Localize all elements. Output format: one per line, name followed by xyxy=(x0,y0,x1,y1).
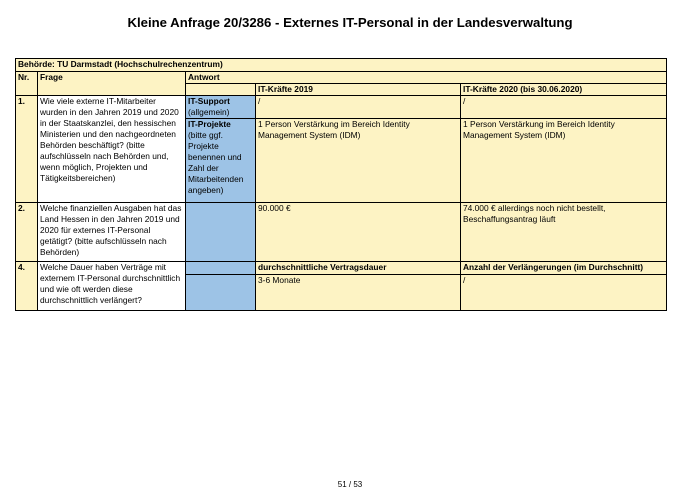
q1-projekte-sub: (bitte ggf. Projekte benennen und Zahl der Mitarbeitenden angeben) xyxy=(188,130,244,195)
behoerde-label: Behörde: TU Darmstadt (Hochschulrechenzentrum) xyxy=(16,59,667,72)
q2-2019: 90.000 € xyxy=(256,203,461,262)
q1-projekte-label xyxy=(186,119,256,203)
subheader-blank xyxy=(186,84,256,96)
header-2020: IT-Kräfte 2020 (bis 30.06.2020) xyxy=(461,84,667,96)
q2-blank xyxy=(186,203,256,262)
q1-projekte-2020: 1 Person Verstärkung im Bereich Identity Management System (IDM) xyxy=(461,119,667,203)
q1-support-row xyxy=(16,96,667,119)
header-2019: IT-Kräfte 2019 xyxy=(256,84,461,96)
q4-value-blank xyxy=(186,275,256,311)
q1-support-label xyxy=(186,96,256,119)
q1-support-sub: (allgemein) xyxy=(188,107,230,117)
q1-frage: Wie viele externe IT-Mitarbeiter wurden in den Jahren 2019 und 2020 in der Staatskanzlei, den hessischen Ministerien und den nachgeordneten Behörden beschäftigt? (bitte aufschlüsseln nach Behörden und, wenn möglich, Projekten und Tätigkeitsbereichen) xyxy=(38,96,186,203)
q4-frage: Welche Dauer haben Verträge mit externem IT-Personal durchschnittlich und wie oft werden diese durchschnittlich verlängert? xyxy=(38,262,186,311)
q1-projekte-2019: 1 Person Verstärkung im Bereich Identity Management System (IDM) xyxy=(256,119,461,203)
q1-support-2019: / xyxy=(256,96,461,119)
behoerde-row xyxy=(16,59,667,72)
q4-val-a: 3-6 Monate xyxy=(256,275,461,311)
q2-nr: 2. xyxy=(16,203,38,262)
header-row xyxy=(16,72,667,84)
answer-table xyxy=(15,58,667,311)
q4-head-b: Anzahl der Verlängerungen (im Durchschnitt) xyxy=(461,262,667,275)
q4-head-blank xyxy=(186,262,256,275)
q1-projekte-title: IT-Projekte xyxy=(188,119,231,129)
q4-val-b: / xyxy=(461,275,667,311)
page-title: Kleine Anfrage 20/3286 - Externes IT-Personal in der Landesverwaltung xyxy=(127,15,573,30)
header-antwort: Antwort xyxy=(186,72,667,84)
q4-head-row xyxy=(16,262,667,275)
q2-row xyxy=(16,203,667,262)
q2-frage: Welche finanziellen Ausgaben hat das Land Hessen in den Jahren 2019 und 2020 für externes IT-Personal getätigt? (bitte aufschlüsseln nach Behörden) xyxy=(38,203,186,262)
q1-support-title: IT-Support xyxy=(188,96,230,106)
page-number: 51 / 53 xyxy=(337,480,363,489)
q2-2020: 74.000 € allerdings noch nicht bestellt, Beschaffungsantrag läuft xyxy=(461,203,667,262)
q4-head-a: durchschnittliche Vertragsdauer xyxy=(256,262,461,275)
header-nr: Nr. xyxy=(16,72,38,96)
q1-support-2020: / xyxy=(461,96,667,119)
q4-nr: 4. xyxy=(16,262,38,311)
q1-nr: 1. xyxy=(16,96,38,203)
header-frage: Frage xyxy=(38,72,186,96)
